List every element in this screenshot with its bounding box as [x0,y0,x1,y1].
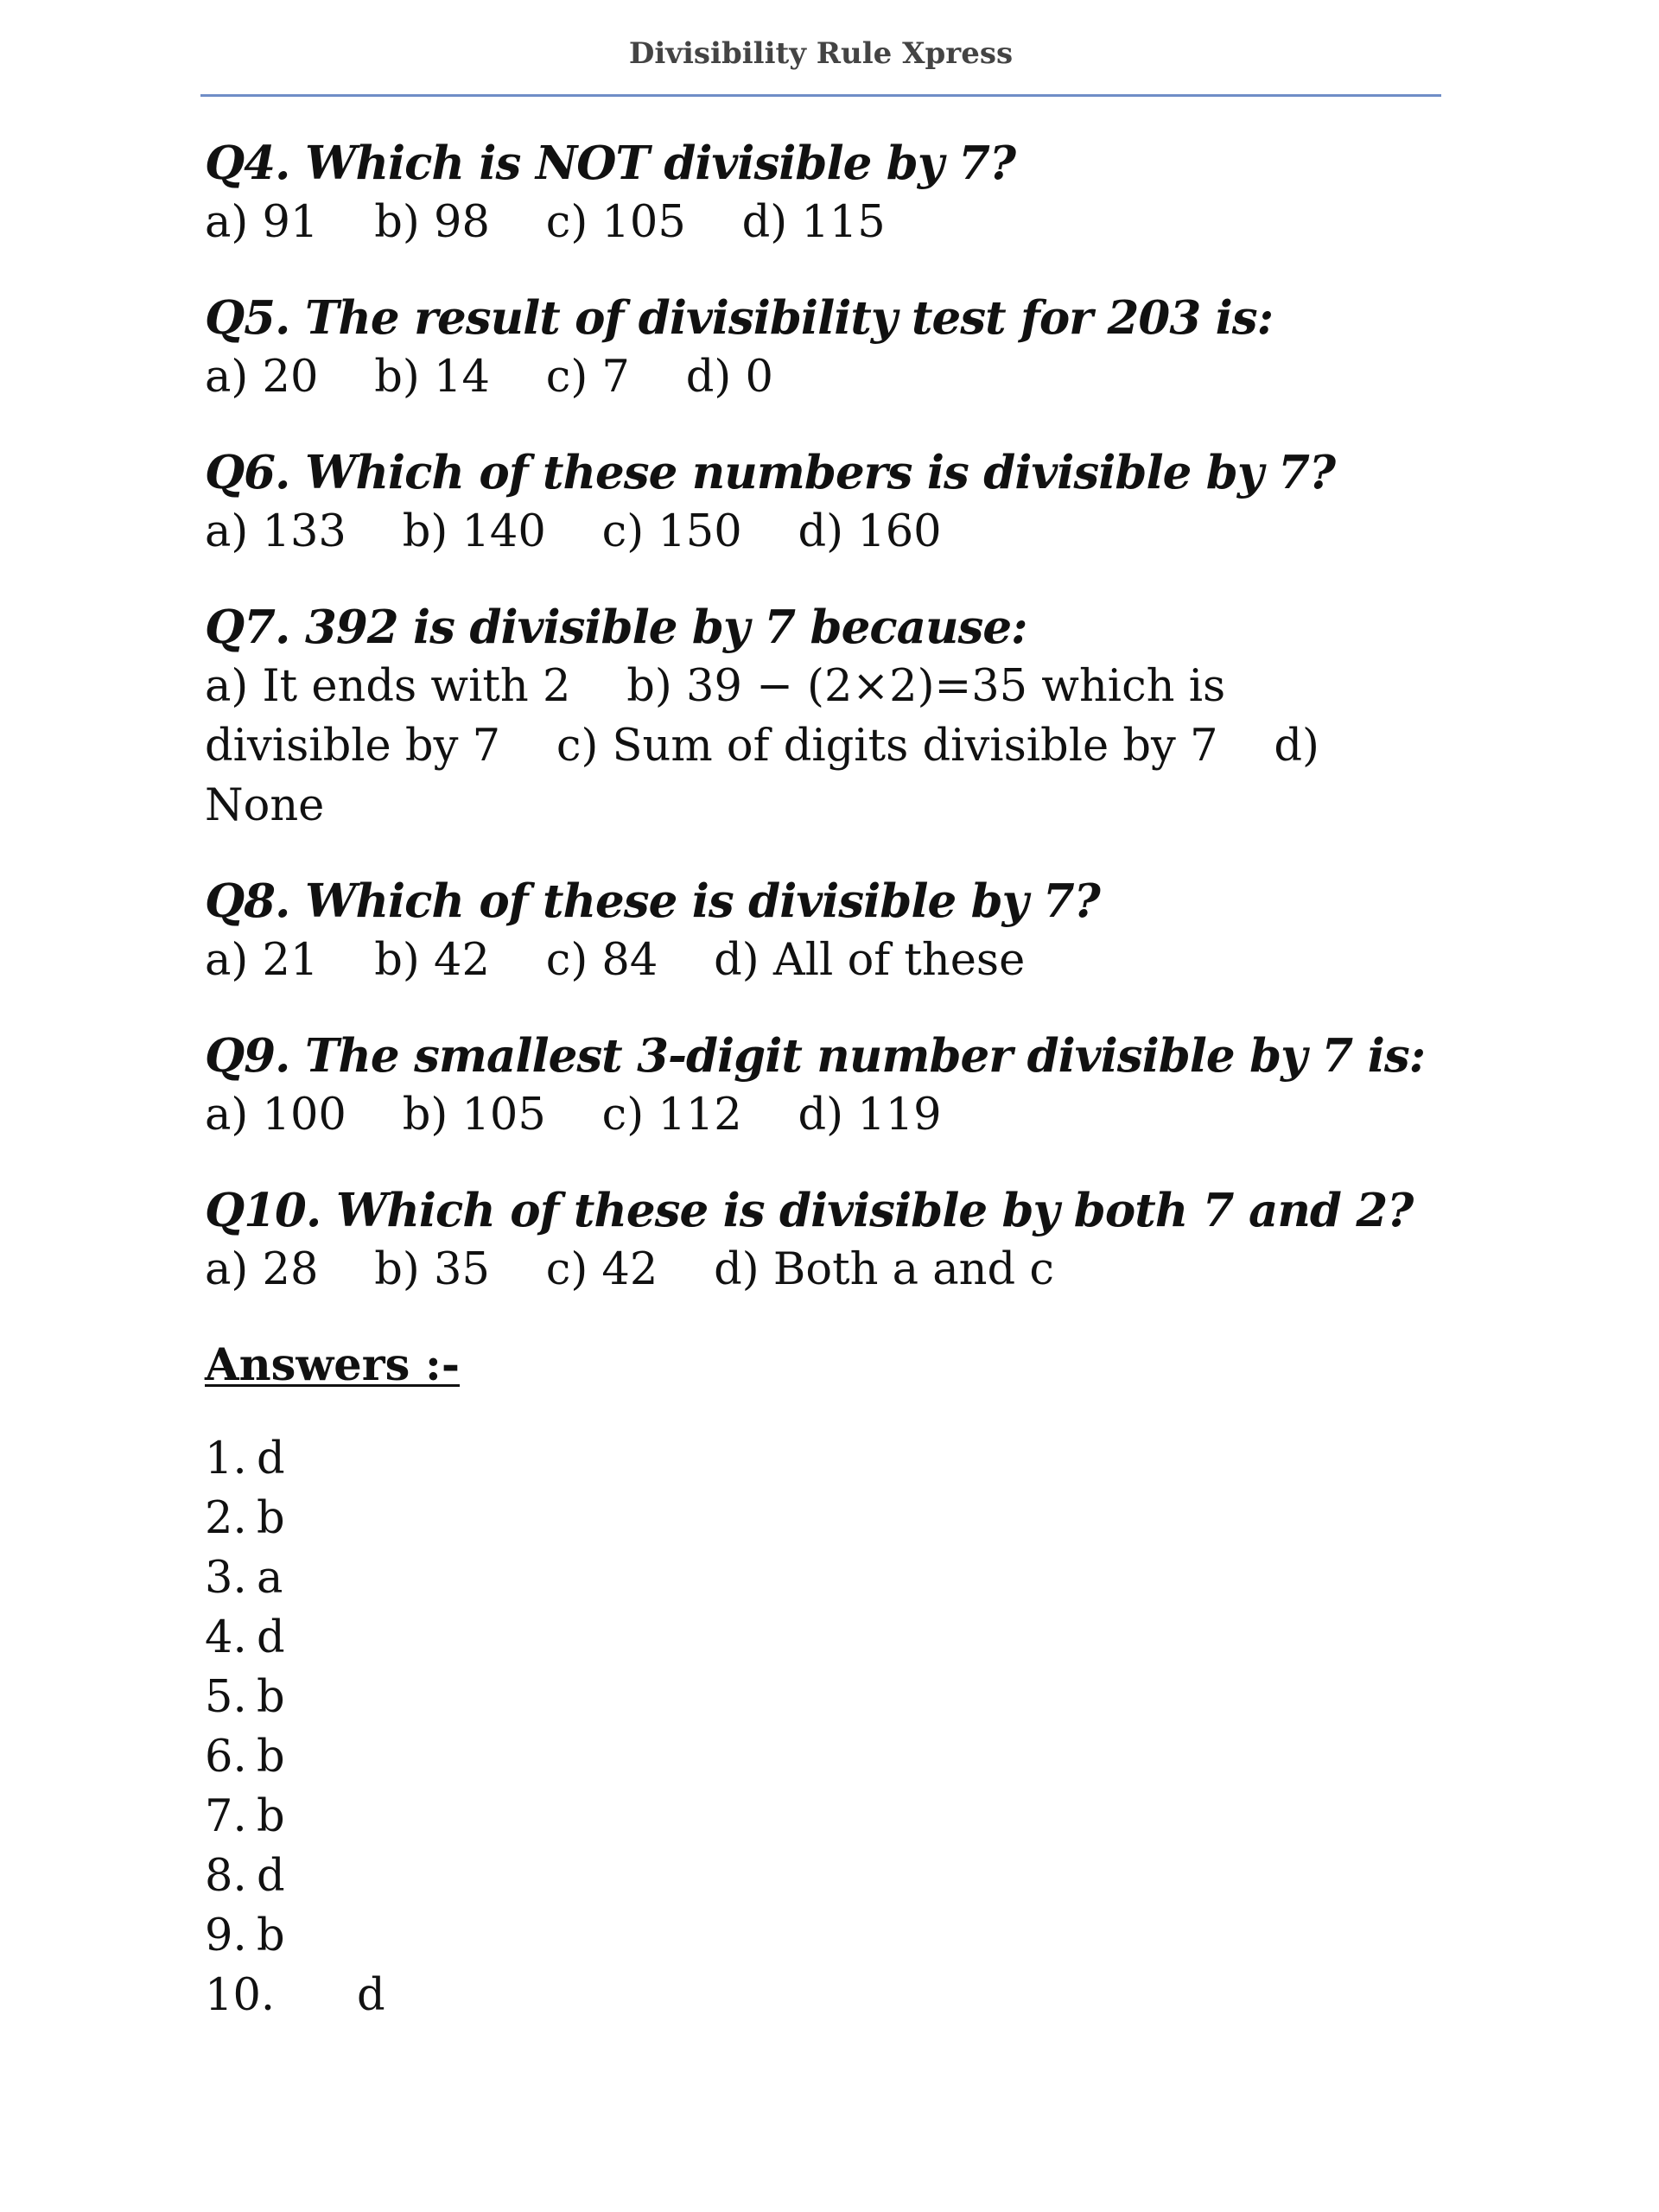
answer-value: b [257,1791,285,1842]
answer-value: b [257,1910,285,1961]
question-options: a) 133 b) 140 c) 150 d) 160 [205,506,942,557]
question-q5 [205,289,1449,407]
answer-number: 3. [205,1553,247,1604]
answer-number: 10. [205,1970,276,2021]
answer-value: b [257,1732,285,1783]
question-q4 [205,134,1449,252]
answer-item [205,1548,1449,1608]
answer-number: 5. [205,1672,247,1723]
question-q9 [205,1027,1449,1145]
answer-value: d [257,1612,285,1663]
worksheet-content [205,134,1449,2025]
question-q6 [205,443,1449,562]
question-title: Q4. Which is NOT divisible by 7? [205,137,1016,190]
answer-number: 1. [205,1433,247,1484]
header-divider [200,94,1441,97]
answers-heading: Answers :- [205,1339,461,1391]
answer-number: 9. [205,1910,247,1961]
answer-number: 2. [205,1493,247,1544]
answer-value: b [257,1672,285,1723]
question-q10 [205,1181,1449,1300]
answer-item [205,1489,1449,1548]
answer-value: a [257,1553,283,1604]
question-options: a) It ends with 2 b) 39 − (2×2)=35 which is divisible by 7 c) Sum of digits divisible by 7 d) None [205,661,1334,831]
answer-number: 8. [205,1851,247,1902]
answer-item [205,1608,1449,1668]
answer-number: 7. [205,1791,247,1842]
question-title: Q9. The smallest 3-digit number divisible by 7 is: [205,1029,1426,1083]
question-title: Q5. The result of divisibility test for 203 is: [205,291,1274,345]
question-options: a) 21 b) 42 c) 84 d) All of these [205,935,1026,986]
answer-value: d [257,1851,285,1902]
question-title: Q8. Which of these is divisible by 7? [205,874,1100,928]
question-q7 [205,598,1449,836]
answer-item [205,1906,1449,1966]
page-header: Divisibility Rule Xpress [628,36,1014,71]
answer-item [205,1727,1449,1787]
question-options: a) 20 b) 14 c) 7 d) 0 [205,352,773,403]
answer-item [205,1429,1449,1489]
question-options: a) 100 b) 105 c) 112 d) 119 [205,1090,942,1141]
answer-value: d [357,1970,385,2021]
answer-item [205,1966,1449,2025]
answer-number: 6. [205,1732,247,1783]
question-options: a) 91 b) 98 c) 105 d) 115 [205,197,886,248]
question-title: Q10. Which of these is divisible by both 7 and 2? [205,1184,1414,1237]
answer-item [205,1847,1449,1906]
answer-number: 4. [205,1612,247,1663]
answer-list [205,1429,1449,2025]
question-title: Q6. Which of these numbers is divisible by 7? [205,446,1336,499]
question-q8 [205,872,1449,990]
answer-value: d [257,1433,285,1484]
answer-item [205,1787,1449,1847]
question-title: Q7. 392 is divisible by 7 because: [205,601,1027,654]
answer-value: b [257,1493,285,1544]
answer-item [205,1668,1449,1727]
question-options: a) 28 b) 35 c) 42 d) Both a and c [205,1244,1054,1295]
